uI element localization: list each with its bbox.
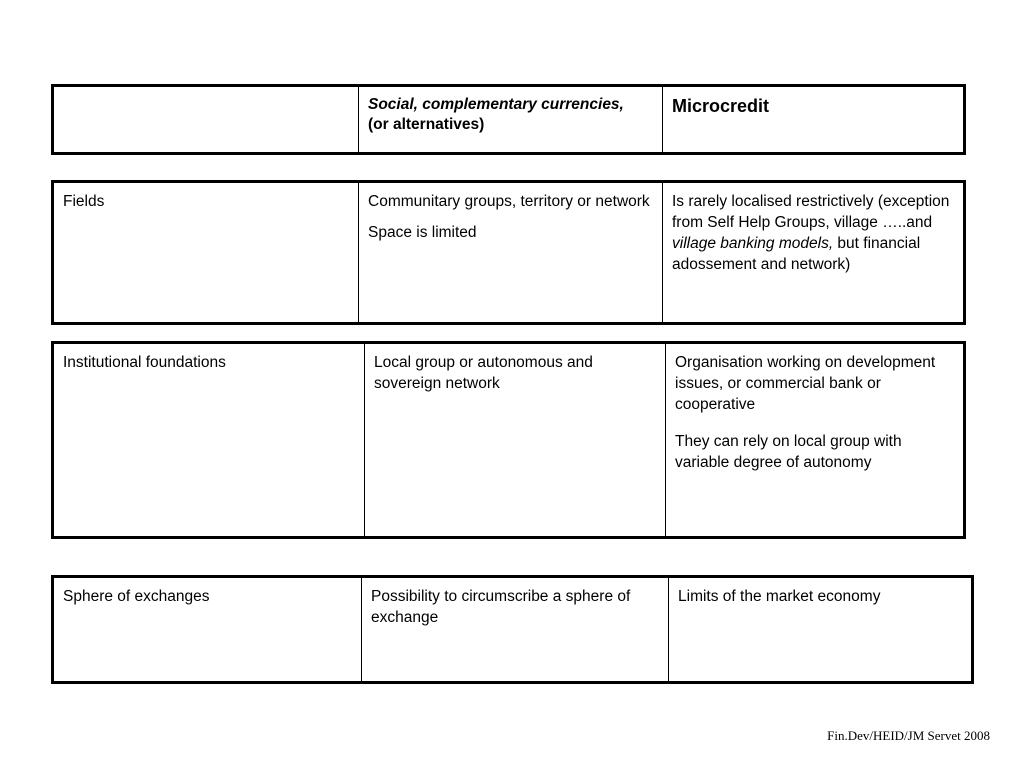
- institutional-currencies-cell: [364, 344, 665, 536]
- header-microcredit-label: Microcredit: [672, 96, 770, 116]
- fields-currencies-text-1: Communitary groups, territory or network: [368, 193, 650, 210]
- sphere-table: [51, 575, 974, 684]
- fields-currencies-text-2: Space is limited: [368, 224, 477, 241]
- sphere-currencies-text: Possibility to circumscribe a sphere of exchange: [371, 588, 631, 626]
- fields-label-cell: [54, 183, 358, 322]
- header-social-currencies-italic: Social, complementary currencies,: [368, 96, 624, 113]
- sphere-microcredit-cell: [668, 578, 971, 681]
- fields-microcredit-text: [672, 191, 954, 275]
- header-empty-cell: [54, 87, 358, 152]
- institutional-microcredit-text-1: Organisation working on development issues, or commercial bank or cooperative: [675, 354, 936, 413]
- header-social-currencies-cell: [358, 87, 662, 152]
- fields-microcredit-cell: [662, 183, 963, 322]
- fields-table: [51, 180, 966, 325]
- institutional-microcredit-text-2: They can rely on local group with variable degree of autonomy: [675, 433, 902, 471]
- header-microcredit-cell: [662, 87, 963, 152]
- fields-currencies-cell: [358, 183, 662, 322]
- fields-microcredit-text-part2: but financial adossement and network): [672, 235, 921, 273]
- fields-microcredit-text-part1: Is rarely localised restrictively (exception from Self Help Groups, village …..and: [672, 193, 950, 231]
- institutional-label-cell: [54, 344, 364, 536]
- institutional-currencies-text: Local group or autonomous and sovereign network: [374, 354, 593, 392]
- footer-credit: Fin.Dev/HEID/JM Servet 2008: [827, 728, 990, 743]
- sphere-label: Sphere of exchanges: [63, 588, 210, 605]
- sphere-currencies-cell: [361, 578, 668, 681]
- institutional-microcredit-cell: [665, 344, 963, 536]
- header-social-currencies-rest: (or alternatives): [368, 116, 485, 133]
- header-table: [51, 84, 966, 155]
- sphere-label-cell: [54, 578, 361, 681]
- fields-microcredit-text-italic: village banking models,: [672, 235, 834, 252]
- institutional-label: Institutional foundations: [63, 354, 226, 371]
- fields-label: Fields: [63, 193, 105, 210]
- institutional-table: [51, 341, 966, 539]
- sphere-microcredit-text: Limits of the market economy: [678, 588, 881, 605]
